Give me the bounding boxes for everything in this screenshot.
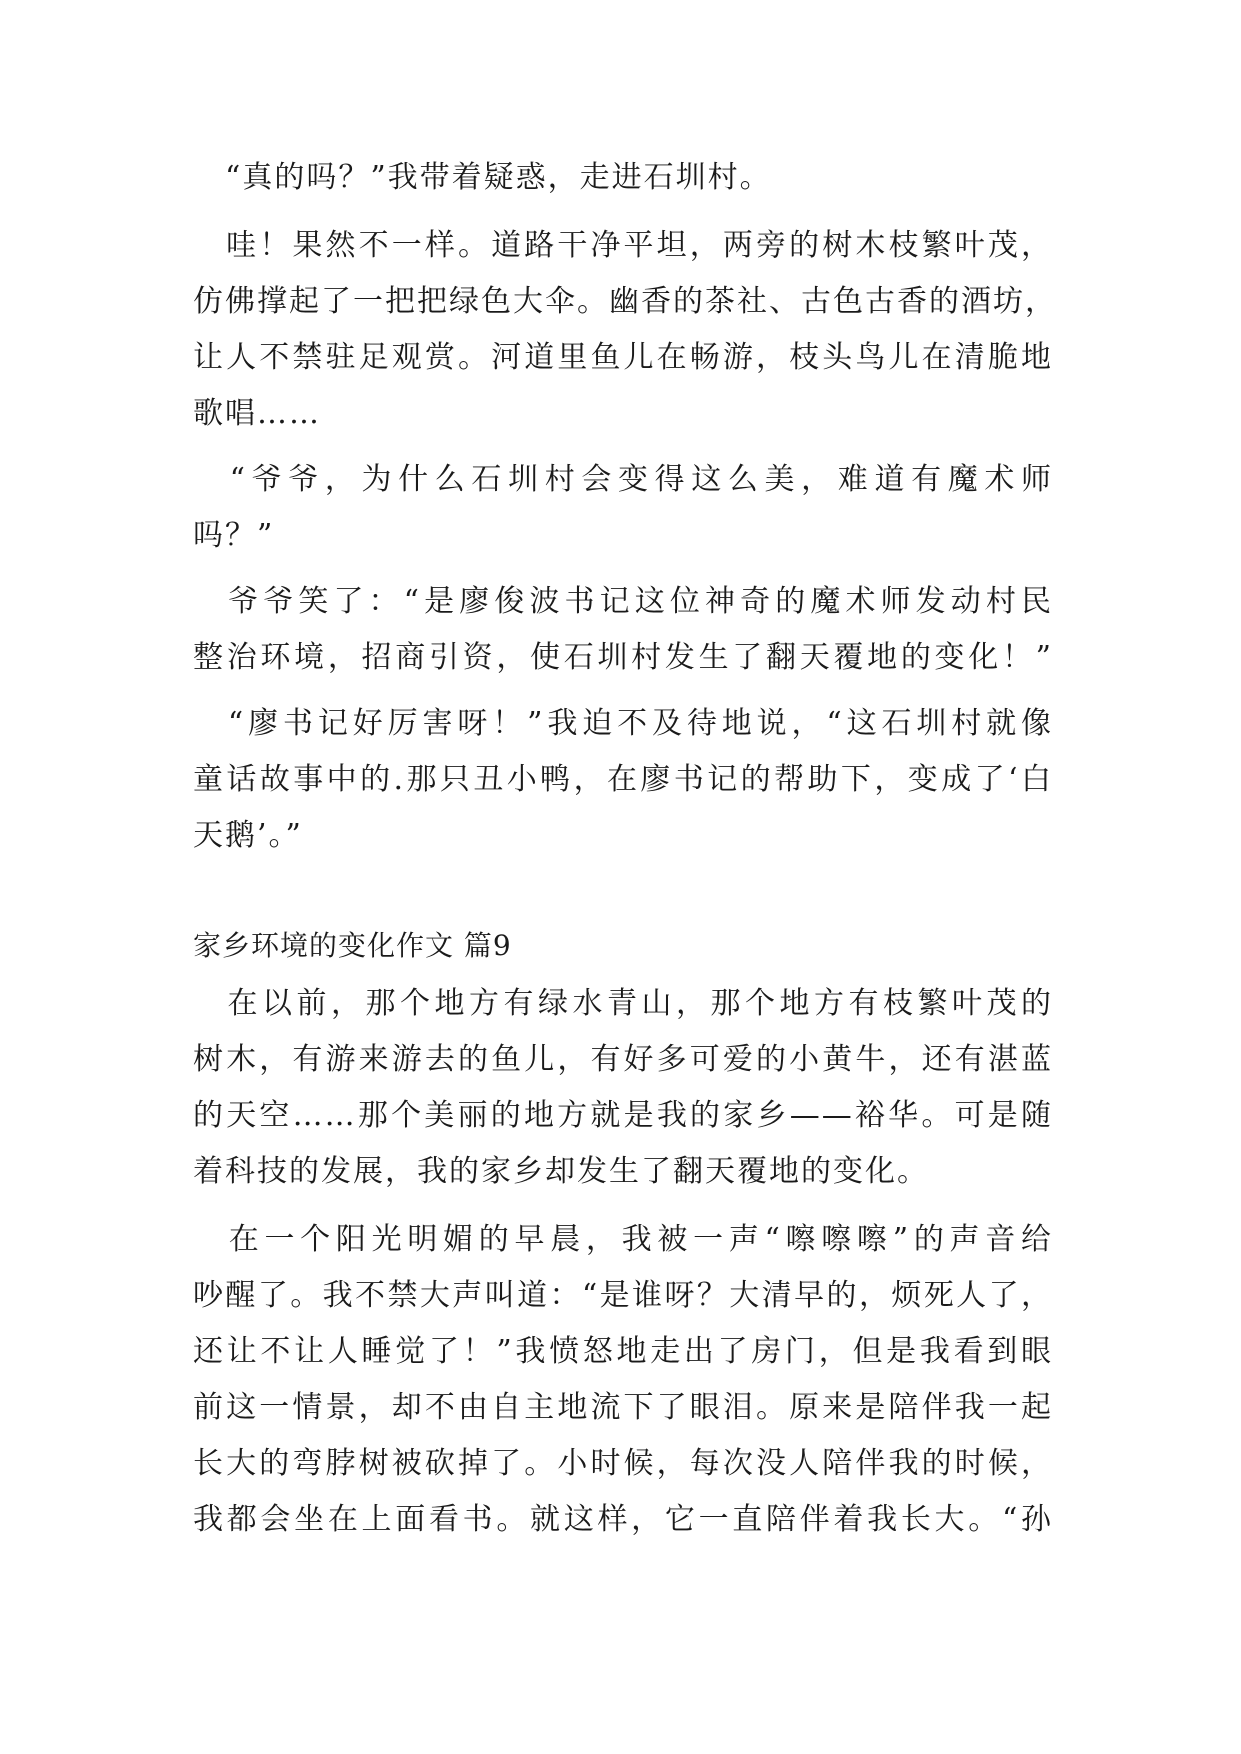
paragraph-line: “廖书记好厉害呀！”我迫不及待地说，“这石圳村就像 xyxy=(193,706,1053,741)
paragraph-line: 童话故事中的.那只丑小鸭，在廖书记的帮助下，变成了‘白 xyxy=(193,762,1053,797)
paragraph-line: 在一个阳光明媚的早晨，我被一声“嚓嚓嚓”的声音给 xyxy=(193,1222,1053,1257)
paragraph-line: 哇！果然不一样。道路干净平坦，两旁的树木枝繁叶茂， xyxy=(193,228,1053,263)
paragraph-line: “真的吗？”我带着疑惑，走进石圳村。 xyxy=(193,160,772,195)
paragraph-line: 还让不让人睡觉了！”我愤怒地走出了房门，但是我看到眼 xyxy=(193,1334,1053,1369)
paragraph-line: 前这一情景，却不由自主地流下了眼泪。原来是陪伴我一起 xyxy=(193,1390,1053,1425)
paragraph-line: “爷爷，为什么石圳村会变得这么美，难道有魔术师 xyxy=(193,462,1053,497)
paragraph-line: 让人不禁驻足观赏。河道里鱼儿在畅游，枝头鸟儿在清脆地 xyxy=(193,340,1053,375)
paragraph-line: 着科技的发展，我的家乡却发生了翻天覆地的变化。 xyxy=(193,1154,929,1189)
paragraph-line: 的天空……那个美丽的地方就是我的家乡——裕华。可是随 xyxy=(193,1098,1053,1133)
paragraph-line: 在以前，那个地方有绿水青山，那个地方有枝繁叶茂的 xyxy=(193,986,1053,1021)
paragraph-line: 整治环境，招商引资，使石圳村发生了翻天覆地的变化！” xyxy=(193,640,1053,675)
paragraph-line: 吗？” xyxy=(193,518,275,553)
section-heading: 家乡环境的变化作文 篇9 xyxy=(193,929,512,962)
paragraph-line: 爷爷笑了：“是廖俊波书记这位神奇的魔术师发动村民 xyxy=(193,584,1053,619)
paragraph-line: 我都会坐在上面看书。就这样，它一直陪伴着我长大。“孙 xyxy=(193,1502,1053,1537)
paragraph-line: 树木，有游来游去的鱼儿，有好多可爱的小黄牛，还有湛蓝 xyxy=(193,1042,1053,1077)
paragraph-line: 歌唱…… xyxy=(193,396,321,431)
paragraph-line: 仿佛撑起了一把把绿色大伞。幽香的茶社、古色古香的酒坊， xyxy=(193,284,1057,319)
paragraph-line: 长大的弯脖树被砍掉了。小时候，每次没人陪伴我的时候， xyxy=(193,1446,1053,1481)
paragraph-line: 吵醒了。我不禁大声叫道：“是谁呀？大清早的，烦死人了， xyxy=(193,1278,1053,1313)
paragraph-line: 天鹅’。” xyxy=(193,818,303,853)
